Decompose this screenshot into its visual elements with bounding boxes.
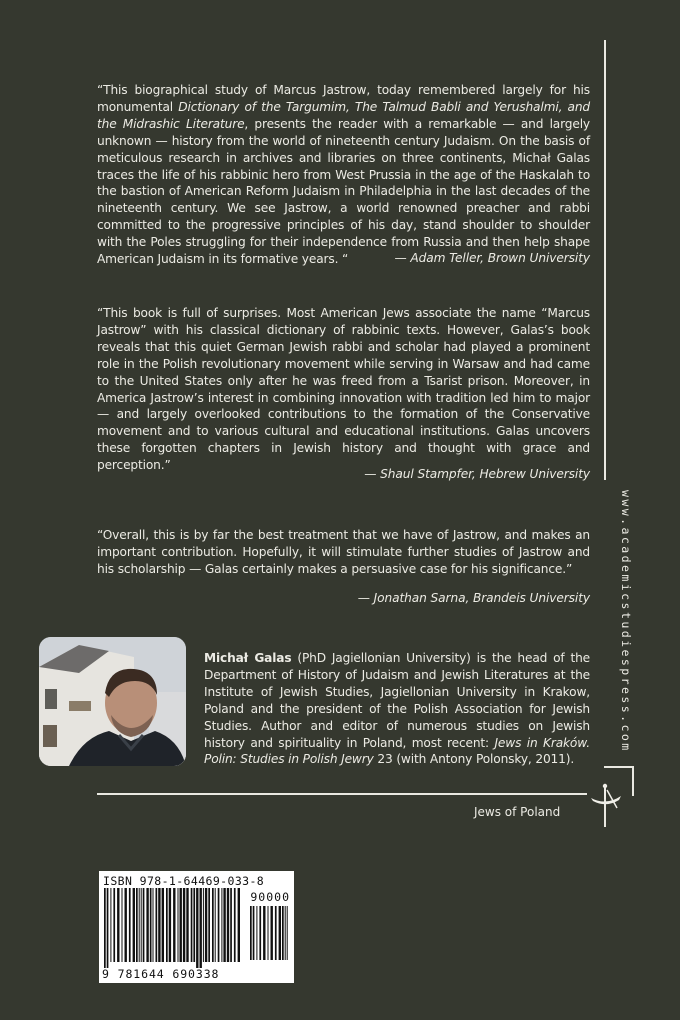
series-title: Jews of Poland xyxy=(474,805,561,819)
barcode-bar xyxy=(208,888,210,962)
barcode-bar xyxy=(191,888,193,962)
barcode-bar xyxy=(133,888,135,962)
publisher-url: www.academicstudiespress.com xyxy=(619,490,633,753)
barcode-bar xyxy=(122,888,123,962)
barcode-bar xyxy=(205,888,207,962)
barcode-bar xyxy=(104,888,106,968)
barcode-bar xyxy=(150,888,152,962)
frame-line-series-rule xyxy=(97,793,587,795)
frame-line-right-step xyxy=(604,766,634,768)
barcode-bar xyxy=(178,888,179,962)
barcode-bar xyxy=(169,888,171,962)
barcode-bar xyxy=(256,906,257,960)
barcode-bar xyxy=(238,888,240,962)
barcode-bar xyxy=(166,888,168,962)
frame-line-right-lower xyxy=(632,766,634,796)
author-photo xyxy=(39,637,186,766)
review-quote-3: “Overall, this is by far the best treatment that we have of Jastrow, and makes an important contribution. Hopefully, it will stimulate further studies of Jastrow and his scholarship — Galas certainly makes a persuasive case for his significance.” xyxy=(97,528,590,576)
boat-logo-icon xyxy=(589,782,623,816)
review-attribution-2: — Shaul Stampfer, Hebrew University xyxy=(364,467,590,481)
barcode-bar xyxy=(107,888,109,968)
barcode-bar xyxy=(223,888,225,962)
barcode-bar xyxy=(259,906,261,960)
barcode-bar xyxy=(136,888,138,962)
author-bio xyxy=(204,650,590,768)
barcode-bar xyxy=(143,888,145,962)
barcode-bar xyxy=(153,888,154,962)
barcode-bar xyxy=(193,888,195,962)
barcode-bar xyxy=(287,906,288,960)
review-attribution-3: — Jonathan Sarna, Brandeis University xyxy=(357,591,590,605)
review-quote-2: “This book is full of surprises. Most American Jews associate the name “Marcus Jastrow” with his classical dictionary of rabbinic texts. However, Galas’s book reveals that this quiet German Jewish rabbi and scholar had played a prominent role in the Polish revolutionary movement while serving in Warsaw and had came to the United States only after he was freed from a Tsarist prison. Moreover, in America Jastrow’s interest in combining innovation with tradition led him to major — and largely overlooked contributions to the formation of the Conservative movement and to various cultural and educational institutions. Galas uncovers these forgotten chapters in Jewish history and thought with grace and perception.” xyxy=(97,306,590,473)
review-quote-1 xyxy=(97,82,590,268)
barcode-bar xyxy=(173,888,175,962)
author-recent-work-note: 23 (with Antony Polonsky, 2011). xyxy=(373,752,575,767)
review-1-body: , presents the reader with a remarkable — and largely unknown — history from the world of nineteenth century Judaism. On the basis of meticulous research in archives and libraries on three continents, Michał Galas traces the life of his rabbinic hero from West Prussia in the age of the Haskalah to the bastion of American Reform Judaism in Philadelphia in the last decades of the nineteenth century. We see Jastrow, a world renowned preacher and rabbi committed to the progressive principles of his day, stand shoulder to shoulder with the Poles struggling for their independence from Russia and then help shape American Judaism in its formative years. “ xyxy=(97,116,590,267)
barcode-bar xyxy=(271,906,273,960)
review-1-intro: “This biographical study of Marcus Jastrow, today remembered largely for his monumental xyxy=(97,83,590,114)
author-portrait-illustration xyxy=(39,637,186,766)
barcode-bar xyxy=(186,888,188,962)
barcode-bar xyxy=(162,888,164,962)
barcode-bar xyxy=(279,906,281,960)
barcode-bar xyxy=(141,888,142,962)
barcode-bar xyxy=(234,888,236,962)
barcode-bar xyxy=(285,906,286,960)
barcode-bar xyxy=(183,888,185,962)
barcode-bar xyxy=(275,906,277,960)
barcode-bar xyxy=(218,888,220,962)
author-recent-work-title: Jews in Kraków. Polin: Studies in Polish Jewry xyxy=(204,735,590,767)
barcode-bar xyxy=(227,888,229,962)
barcode-bar xyxy=(139,888,140,962)
review-attribution-1: — Adam Teller, Brown University xyxy=(394,251,590,265)
barcode-bar xyxy=(221,888,222,962)
ean-digits: 9 781644 690338 xyxy=(102,967,220,981)
barcode-bar xyxy=(200,888,202,968)
barcode-bar xyxy=(117,888,119,962)
barcode-bar xyxy=(203,888,204,962)
barcode-bar xyxy=(230,888,232,962)
barcode-bar xyxy=(158,888,160,962)
isbn-text: ISBN 978-1-64469-033-8 xyxy=(103,874,265,888)
barcode-bar xyxy=(125,888,127,962)
addon-bars xyxy=(249,906,289,966)
ean-bars xyxy=(103,888,243,968)
author-bio-text: (PhD Jagiellonian University) is the head of the Department of History of Judaism and Jewish Literatures at the Institute of Jewish Studies, Jagiellonian University in Krakow, Poland and the president of the Polish Association for Jewish Studies. Author and editor of numerous studies on Jewish history and spirituality in Poland, most recent: xyxy=(204,651,591,750)
barcode-bar xyxy=(282,906,284,960)
barcode-bar xyxy=(250,906,252,960)
frame-line-right-top xyxy=(604,40,606,480)
author-name: Michał Galas xyxy=(204,651,292,665)
barcode-bar xyxy=(196,888,198,968)
barcode-bar xyxy=(129,888,131,962)
isbn-barcode xyxy=(99,871,294,983)
barcode-bar xyxy=(268,906,269,960)
price-code: 90000 xyxy=(250,890,290,904)
barcode-bar xyxy=(253,906,255,960)
barcode-bar xyxy=(212,888,214,962)
review-1-book-title: Dictionary of the Targumim, The Talmud Babli and Yerushalmi, and the Midrashic Literature xyxy=(97,99,590,131)
barcode-bar xyxy=(215,888,216,962)
barcode-bar xyxy=(156,888,158,962)
barcode-bar xyxy=(146,888,148,962)
barcode-bar xyxy=(110,888,111,962)
barcode-bar xyxy=(180,888,182,962)
barcode-bar xyxy=(263,906,265,960)
barcode-bar xyxy=(113,888,115,962)
